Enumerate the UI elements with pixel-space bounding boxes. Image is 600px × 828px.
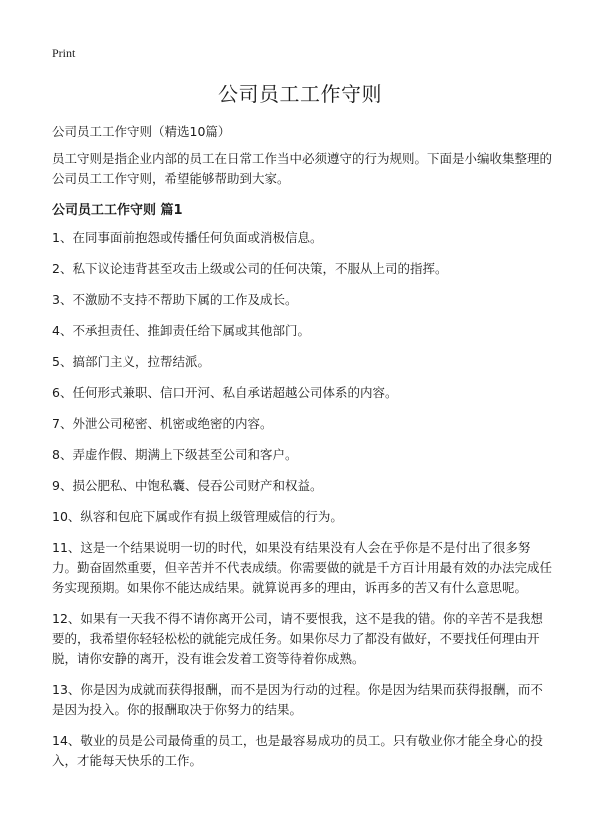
rule-item: 13、你是因为成就而获得报酬，而不是因为行动的过程。你是因为结果而获得报酬，而不是因为投入。你的报酬取决于你努力的结果。: [52, 682, 543, 717]
rule-item: 12、如果有一天我不得不请你离开公司，请不要恨我，这不是我的错。你的辛苦不是我想要的，我希望你轻轻松松的就能完成任务。如果你尽力了都没有做好，不要找任何理由开脱，请你安静的离开，没有谁会发着工资等待着你成熟。: [52, 611, 543, 666]
document-subtitle: 公司员工工作守则（精选10篇）: [52, 124, 231, 139]
section-heading: 公司员工工作守则 篇1: [52, 203, 183, 218]
rule-item: 11、这是一个结果说明一切的时代，如果没有结果没有人会在乎你是不是付出了很多努力。勤奋固然重要，但辛苦并不代表成绩。你需要做的就是千方百计用最有效的办法完成任务实现预期。如果你不能达成结果。就算说再多的理由，诉再多的苦又有什么意思呢。: [52, 540, 553, 595]
rule-item: 14、敬业的员是公司最倚重的员工，也是最容易成功的员工。只有敬业你才能全身心的投入，才能每天快乐的工作。: [52, 733, 543, 768]
rules-list: [52, 228, 552, 782]
rule-item: 4、不承担责任、推卸责任给下属或其他部门。: [52, 323, 310, 338]
rule-item: 6、任何形式兼职、信口开河、私自承诺超越公司体系的内容。: [52, 385, 398, 400]
rule-item: 10、纵容和包庇下属或作有损上级管理威信的行为。: [52, 509, 343, 524]
rule-item: 1、在同事面前抱怨或传播任何负面或消极信息。: [52, 230, 323, 245]
rule-item: 7、外泄公司秘密、机密或绝密的内容。: [52, 416, 273, 431]
rule-item: 8、弄虚作假、期满上下级甚至公司和客户。: [52, 447, 298, 462]
rule-item: 2、私下议论违背甚至攻击上级或公司的任何决策，不服从上司的指挥。: [52, 261, 448, 276]
print-label[interactable]: Print: [52, 46, 76, 60]
intro-paragraph: 员工守则是指企业内部的员工在日常工作当中必须遵守的行为规则。下面是小编收集整理的公司员工工作守则，希望能够帮助到大家。: [52, 151, 553, 186]
rule-item: 5、搞部门主义，拉帮结派。: [52, 354, 210, 369]
rule-item: 3、不激励不支持不帮助下属的工作及成长。: [52, 292, 298, 307]
document-title: 公司员工工作守则: [218, 82, 382, 106]
rule-item: 9、损公肥私、中饱私囊、侵吞公司财产和权益。: [52, 478, 323, 493]
